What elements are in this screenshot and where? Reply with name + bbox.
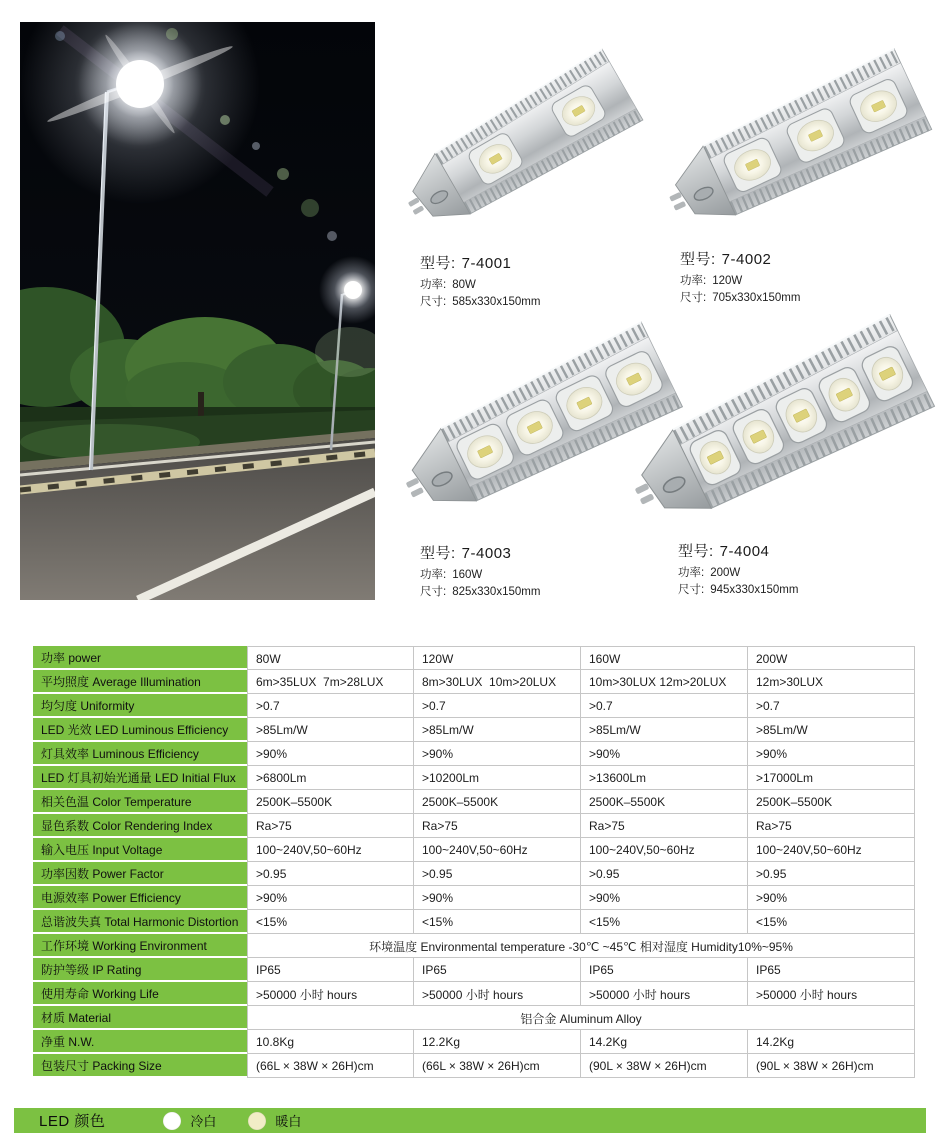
spec-value: >85Lm/W <box>581 718 748 742</box>
spec-row-label: 净重 N.W. <box>33 1030 247 1054</box>
spec-value: 100~240V,50~60Hz <box>247 838 414 862</box>
spec-value: IP65 <box>247 958 414 982</box>
led-swatch-cool-white <box>163 1111 216 1130</box>
spec-value: >10200Lm <box>414 766 581 790</box>
spec-value: >13600Lm <box>581 766 748 790</box>
spec-value: >90% <box>748 886 915 910</box>
product-size: 尺寸: 825x330x150mm <box>420 586 541 599</box>
spec-value: >0.7 <box>247 694 414 718</box>
spec-value: 80W <box>247 646 414 670</box>
spec-value: >85Lm/W <box>414 718 581 742</box>
spec-row-label: 输入电压 Input Voltage <box>33 838 247 862</box>
spec-value: >17000Lm <box>748 766 915 790</box>
spec-value: >0.7 <box>414 694 581 718</box>
spec-row-label: 相关色温 Color Temperature <box>33 790 247 814</box>
spec-row <box>33 670 915 694</box>
spec-value: >50000 小时 hours <box>247 982 414 1006</box>
spec-value: 2500K–5500K <box>414 790 581 814</box>
spec-row-label: 电源效率 Power Efficiency <box>33 886 247 910</box>
spec-row <box>33 718 915 742</box>
street-night-photo-art <box>20 22 375 600</box>
spec-value: >90% <box>748 742 915 766</box>
product-image-7-4001 <box>388 45 650 245</box>
spec-row <box>33 982 915 1006</box>
spec-value: >90% <box>414 742 581 766</box>
spec-row <box>33 766 915 790</box>
spec-value: >90% <box>247 742 414 766</box>
spec-value: >50000 小时 hours <box>581 982 748 1006</box>
product-caption <box>420 252 540 312</box>
led-streetlight-icon <box>389 45 649 245</box>
spec-value: 200W <box>748 646 915 670</box>
spec-row-label: LED 灯具初始光通量 LED Initial Flux <box>33 766 247 790</box>
spec-value: 12m>30LUX <box>748 670 915 694</box>
spec-value: Ra>75 <box>247 814 414 838</box>
spec-value: >0.95 <box>247 862 414 886</box>
spec-row-label: 功率 power <box>33 646 247 670</box>
spec-value: Ra>75 <box>581 814 748 838</box>
spec-value: >0.95 <box>581 862 748 886</box>
spec-value: (90L × 38W × 26H)cm <box>748 1054 915 1078</box>
spec-value: 2500K–5500K <box>748 790 915 814</box>
led-color-bar <box>14 1108 926 1133</box>
spec-row-label: 包装尺寸 Packing Size <box>33 1054 247 1078</box>
spec-row-label: 工作环境 Working Environment <box>33 934 247 958</box>
spec-value: 100~240V,50~60Hz <box>414 838 581 862</box>
spec-row-label: 显色系数 Color Rendering Index <box>33 814 247 838</box>
spec-value: >85Lm/W <box>748 718 915 742</box>
product-caption <box>678 540 798 600</box>
spec-row <box>33 1054 915 1078</box>
spec-value: <15% <box>414 910 581 934</box>
spec-value: >0.7 <box>748 694 915 718</box>
spec-row <box>33 790 915 814</box>
spec-value: >6800Lm <box>247 766 414 790</box>
product-size: 尺寸: 705x330x150mm <box>680 292 801 305</box>
product-image-7-4002 <box>650 50 940 240</box>
product-power: 功率: 120W <box>680 275 743 287</box>
spec-value: 12.2Kg <box>414 1030 581 1054</box>
spec-value: 14.2Kg <box>748 1030 915 1054</box>
spec-row-label: 平均照度 Average Illumination <box>33 670 247 694</box>
spec-table <box>33 646 915 1078</box>
spec-value: <15% <box>581 910 748 934</box>
spec-row <box>33 646 915 670</box>
spec-value: 2500K–5500K <box>247 790 414 814</box>
spec-row-label: LED 光效 LED Luminous Efficiency <box>33 718 247 742</box>
spec-value: <15% <box>748 910 915 934</box>
spec-value: 100~240V,50~60Hz <box>748 838 915 862</box>
spec-value: 14.2Kg <box>581 1030 748 1054</box>
spec-row-label: 使用寿命 Working Life <box>33 982 247 1006</box>
spec-row <box>33 742 915 766</box>
spec-value: IP65 <box>748 958 915 982</box>
spec-value: >90% <box>581 886 748 910</box>
cool-white-label: 冷白 <box>190 1114 217 1129</box>
spec-value: >50000 小时 hours <box>414 982 581 1006</box>
spec-row <box>33 886 915 910</box>
led-streetlight-icon <box>614 311 942 545</box>
spec-value: >85Lm/W <box>247 718 414 742</box>
product-caption <box>420 542 540 602</box>
spec-value: Ra>75 <box>414 814 581 838</box>
spec-value: >0.7 <box>581 694 748 718</box>
spec-value: IP65 <box>581 958 748 982</box>
product-power: 功率: 80W <box>420 279 476 291</box>
spec-value-span: 环境温度 Environmental temperature -30℃ ~45℃ 相对湿度 Humidity10%~95% <box>247 934 915 958</box>
spec-value: Ra>75 <box>748 814 915 838</box>
spec-value: 10.8Kg <box>247 1030 414 1054</box>
product-model: 型号: 7-4002 <box>680 251 772 268</box>
product-model: 型号: 7-4004 <box>678 543 770 560</box>
spec-value: >90% <box>581 742 748 766</box>
spec-value: 160W <box>581 646 748 670</box>
led-swatch-warm-white <box>248 1111 301 1130</box>
led-streetlight-icon <box>652 45 938 245</box>
spec-value: IP65 <box>414 958 581 982</box>
spec-row-label: 总谐波失真 Total Harmonic Distortion <box>33 910 247 934</box>
spec-value: (66L × 38W × 26H)cm <box>414 1054 581 1078</box>
spec-row-label: 防护等级 IP Rating <box>33 958 247 982</box>
led-color-title: LED 颜色 <box>39 1113 106 1130</box>
spec-row-label: 功率因数 Power Factor <box>33 862 247 886</box>
street-night-photo <box>20 22 375 600</box>
spec-row <box>33 694 915 718</box>
spec-value: 10m>30LUX 12m>20LUX <box>581 670 748 694</box>
spec-row <box>33 1030 915 1054</box>
product-size: 尺寸: 585x330x150mm <box>420 296 541 309</box>
product-power: 功率: 160W <box>420 569 483 581</box>
warm-white-label: 暖白 <box>275 1114 302 1129</box>
spec-value: 8m>30LUX 10m>20LUX <box>414 670 581 694</box>
product-caption <box>680 248 800 308</box>
spec-value: 120W <box>414 646 581 670</box>
spec-row <box>33 838 915 862</box>
spec-value: >90% <box>414 886 581 910</box>
spec-row <box>33 862 915 886</box>
spec-value: >0.95 <box>414 862 581 886</box>
spec-value-span: 铝合金 Aluminum Alloy <box>247 1006 915 1030</box>
warm-white-dot <box>248 1112 266 1130</box>
spec-row <box>33 814 915 838</box>
spec-value: (66L × 38W × 26H)cm <box>247 1054 414 1078</box>
product-power: 功率: 200W <box>678 567 741 579</box>
spec-row <box>33 910 915 934</box>
product-size: 尺寸: 945x330x150mm <box>678 584 799 597</box>
product-model: 型号: 7-4001 <box>420 255 512 272</box>
product-model: 型号: 7-4003 <box>420 545 512 562</box>
cool-white-dot <box>163 1112 181 1130</box>
product-image-7-4004 <box>615 325 940 530</box>
spec-value: <15% <box>247 910 414 934</box>
spec-value: 6m>35LUX 7m>28LUX <box>247 670 414 694</box>
spec-value: >50000 小时 hours <box>748 982 915 1006</box>
spec-value: 2500K–5500K <box>581 790 748 814</box>
spec-row <box>33 958 915 982</box>
spec-value: >0.95 <box>748 862 915 886</box>
spec-value: 100~240V,50~60Hz <box>581 838 748 862</box>
spec-row <box>33 934 915 958</box>
spec-row-label: 材质 Material <box>33 1006 247 1030</box>
spec-value: (90L × 38W × 26H)cm <box>581 1054 748 1078</box>
spec-row-label: 均匀度 Uniformity <box>33 694 247 718</box>
spec-value: >90% <box>247 886 414 910</box>
spec-row-label: 灯具效率 Luminous Efficiency <box>33 742 247 766</box>
spec-row <box>33 1006 915 1030</box>
